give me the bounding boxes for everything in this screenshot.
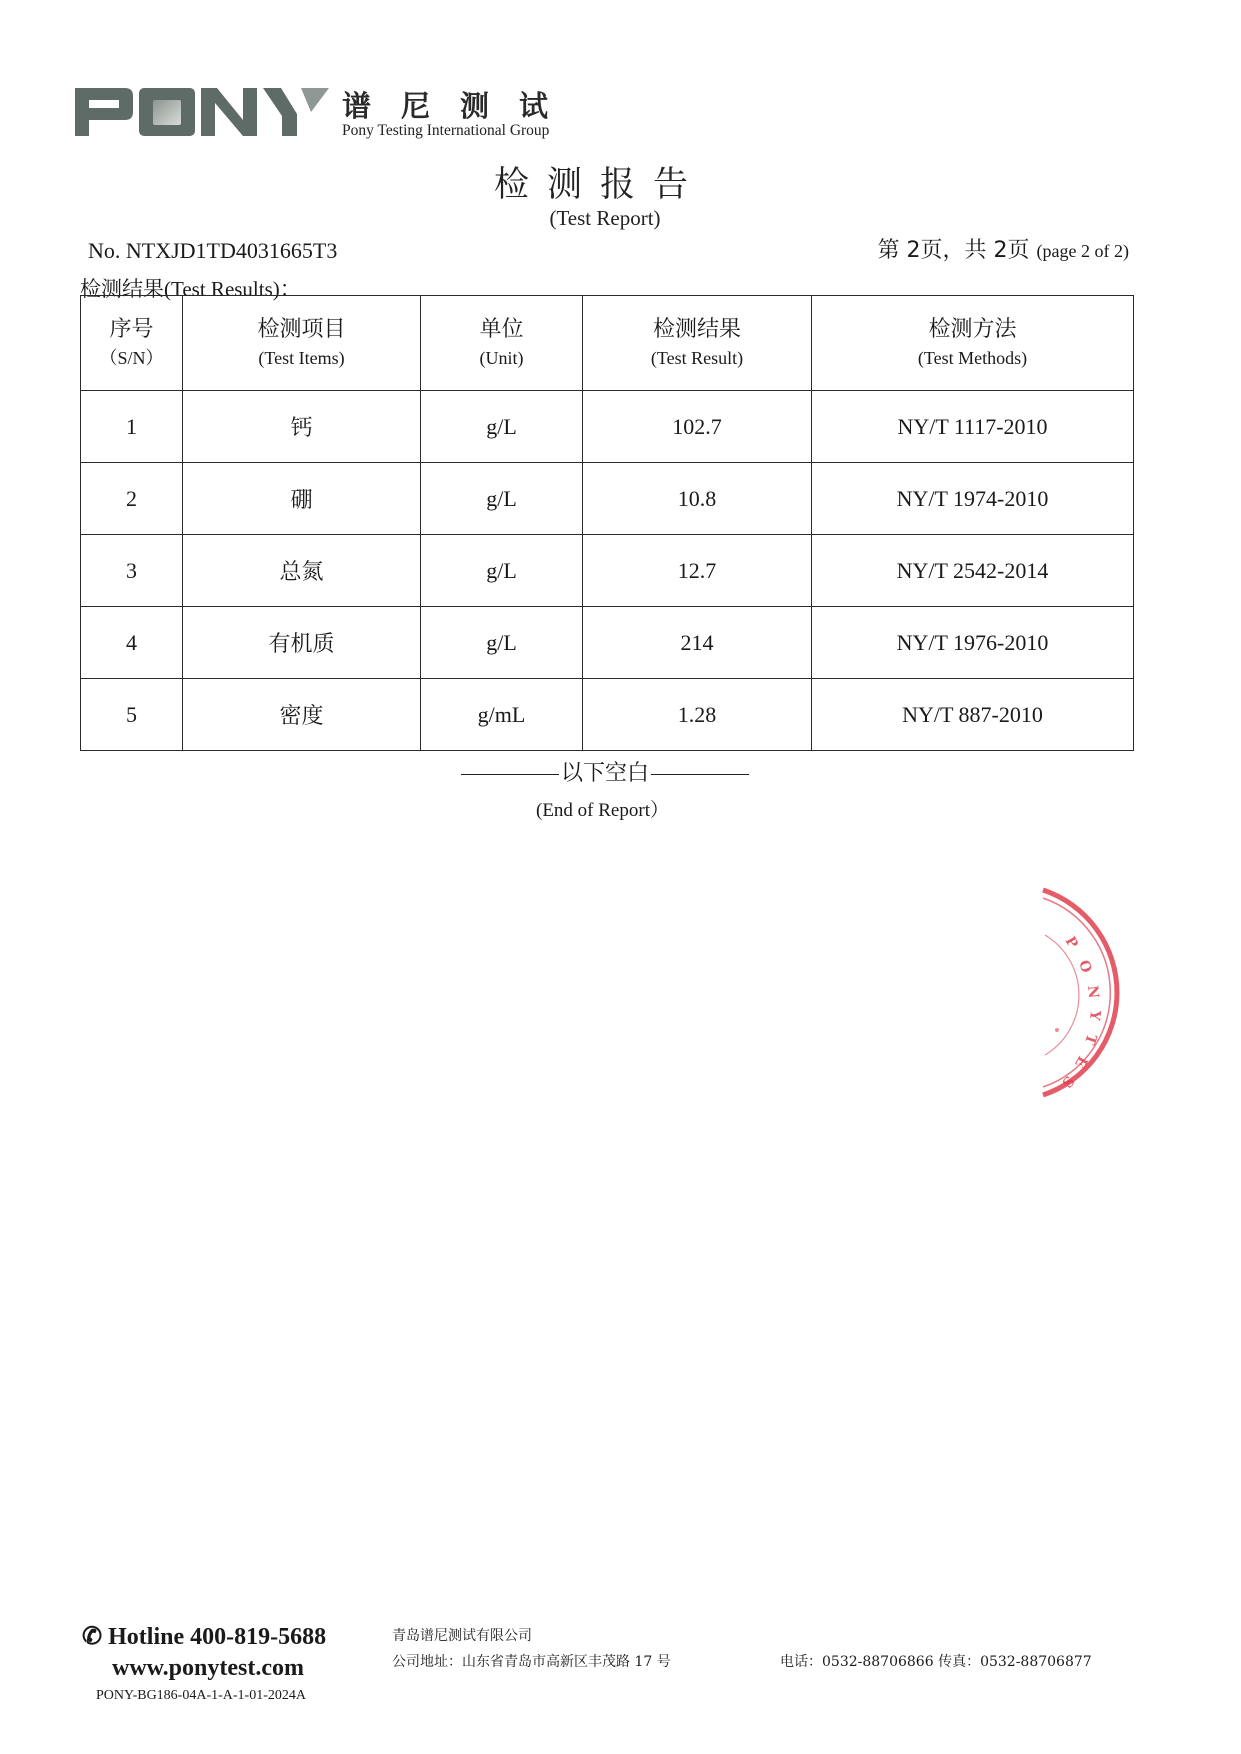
cell-unit: g/L <box>421 607 583 679</box>
cell-method: NY/T 887-2010 <box>812 679 1134 751</box>
cell-item: 总氮 <box>183 535 421 607</box>
cell-sn: 3 <box>81 535 183 607</box>
brand-name-cn: 谱尼测试 <box>342 89 579 123</box>
brand-name-en: Pony Testing International Group <box>342 122 550 139</box>
cell-item: 硼 <box>183 463 421 535</box>
cell-result: 214 <box>583 607 812 679</box>
cell-item: 密度 <box>183 679 421 751</box>
divider <box>461 774 559 775</box>
svg-text:E: E <box>1071 1053 1091 1071</box>
report-number: No. NTXJD1TD4031665T3 <box>88 238 338 263</box>
svg-text:O: O <box>1075 958 1095 975</box>
cell-unit: g/L <box>421 391 583 463</box>
cell-method: NY/T 1117-2010 <box>812 391 1134 463</box>
report-title-en: (Test Report) <box>549 206 661 230</box>
table-header-row <box>81 296 1134 391</box>
svg-text:Y: Y <box>1085 1009 1103 1022</box>
test-results-table <box>80 295 1134 751</box>
cell-unit: g/L <box>421 463 583 535</box>
company-name: 青岛谱尼测试有限公司 <box>392 1628 532 1644</box>
cell-result: 12.7 <box>583 535 812 607</box>
website-link[interactable]: www.ponytest.com <box>112 1655 304 1681</box>
column-header-items: 检测项目 (Test Items) <box>183 296 421 391</box>
cell-sn: 1 <box>81 391 183 463</box>
page-info-en: (page 2 of 2) <box>1036 241 1129 261</box>
column-header-result: 检测结果 (Test Result) <box>583 296 812 391</box>
cell-item: 有机质 <box>183 607 421 679</box>
pony-logo <box>75 86 330 138</box>
divider <box>651 774 749 775</box>
company-seal-icon <box>1035 880 1145 1105</box>
table-row <box>81 679 1134 751</box>
cell-sn: 4 <box>81 607 183 679</box>
end-of-report-en: (End of Report） <box>536 800 669 821</box>
cell-sn: 2 <box>81 463 183 535</box>
cell-unit: g/mL <box>421 679 583 751</box>
column-header-unit: 单位 (Unit) <box>421 296 583 391</box>
svg-text:P: P <box>1061 934 1081 952</box>
table-row <box>81 391 1134 463</box>
table-row <box>81 463 1134 535</box>
cell-unit: g/L <box>421 535 583 607</box>
cell-sn: 5 <box>81 679 183 751</box>
svg-text:S: S <box>1058 1072 1077 1091</box>
company-address: 公司地址：山东省青岛市高新区丰茂路 17 号 <box>392 1654 671 1670</box>
column-header-sn: 序号 （S/N） <box>81 296 183 391</box>
svg-text:T: T <box>1080 1031 1100 1047</box>
report-title-cn: 检测报告 <box>493 165 706 205</box>
cell-method: NY/T 2542-2014 <box>812 535 1134 607</box>
end-of-report-cn: 以下空白 <box>0 756 1210 787</box>
results-heading-cn: 检测结果 <box>80 277 164 301</box>
document-code: PONY-BG186-04A-1-A-1-01-2024A <box>96 1688 306 1703</box>
phone-icon: ✆ <box>82 1624 103 1650</box>
column-header-methods: 检测方法 (Test Methods) <box>812 296 1134 391</box>
cell-method: NY/T 1974-2010 <box>812 463 1134 535</box>
results-heading-en: (Test Results)： <box>164 277 301 301</box>
svg-text:N: N <box>1084 984 1102 1000</box>
cell-result: 1.28 <box>583 679 812 751</box>
page-info <box>878 233 1129 264</box>
cell-result: 10.8 <box>583 463 812 535</box>
table-row <box>81 607 1134 679</box>
cell-method: NY/T 1976-2010 <box>812 607 1134 679</box>
page-info-cn: 第 2页，共 2页 <box>877 238 1030 263</box>
hotline: ✆ Hotline 400-819-5688 <box>82 1624 327 1650</box>
contact-phones: 电话：0532-88706866 传真：0532-88706877 <box>780 1654 1092 1670</box>
cell-item: 钙 <box>183 391 421 463</box>
cell-result: 102.7 <box>583 391 812 463</box>
table-row <box>81 535 1134 607</box>
